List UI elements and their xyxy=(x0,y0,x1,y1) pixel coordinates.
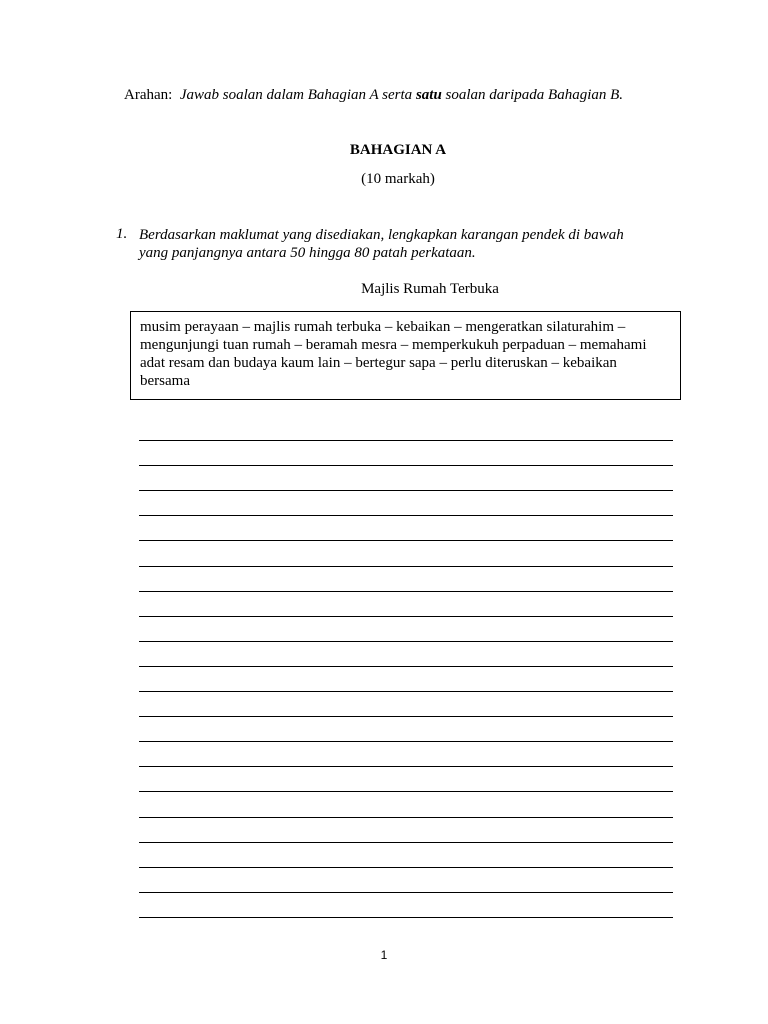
question-number: 1. xyxy=(116,226,128,242)
instructions-part1: Jawab soalan dalam Bahagian A serta xyxy=(179,87,413,103)
clue-box xyxy=(130,311,681,400)
instructions-emphasis: satu xyxy=(415,87,442,103)
clue-line: musim perayaan – majlis rumah terbuka – kebaikan – mengeratkan silaturahim – xyxy=(140,319,626,335)
answer-line[interactable] xyxy=(139,741,673,742)
answer-line[interactable] xyxy=(139,817,673,818)
instructions-part2: soalan daripada Bahagian B. xyxy=(445,87,624,103)
answer-line[interactable] xyxy=(139,791,673,792)
answer-line[interactable] xyxy=(139,691,673,692)
answer-line[interactable] xyxy=(139,766,673,767)
answer-line[interactable] xyxy=(139,440,673,441)
answer-line[interactable] xyxy=(139,641,673,642)
clue-line: bersama xyxy=(140,373,190,389)
instructions-label: Arahan: xyxy=(124,87,173,103)
answer-line[interactable] xyxy=(139,490,673,491)
answer-line[interactable] xyxy=(139,917,673,918)
answer-line[interactable] xyxy=(139,465,673,466)
section-title: BAHAGIAN A xyxy=(349,142,447,158)
answer-line[interactable] xyxy=(139,591,673,592)
answer-line[interactable] xyxy=(139,515,673,516)
answer-line[interactable] xyxy=(139,566,673,567)
section-marks: (10 markah) xyxy=(361,171,435,187)
essay-title: Majlis Rumah Terbuka xyxy=(361,281,499,297)
answer-line[interactable] xyxy=(139,716,673,717)
answer-line[interactable] xyxy=(139,842,673,843)
clue-line: mengunjungi tuan rumah – beramah mesra – memperkukuh perpaduan – memahami xyxy=(140,337,647,353)
clue-line: adat resam dan budaya kaum lain – bertegur sapa – perlu diteruskan – kebaikan xyxy=(140,355,617,371)
question-line: yang panjangnya antara 50 hingga 80 patah perkataan. xyxy=(139,245,476,261)
answer-line[interactable] xyxy=(139,867,673,868)
answer-line[interactable] xyxy=(139,892,673,893)
question-line: Berdasarkan maklumat yang disediakan, lengkapkan karangan pendek di bawah xyxy=(139,227,624,243)
answer-line[interactable] xyxy=(139,666,673,667)
answer-line[interactable] xyxy=(139,616,673,617)
page-number: 1 xyxy=(380,948,388,962)
answer-line[interactable] xyxy=(139,540,673,541)
question-text xyxy=(139,226,679,262)
instructions xyxy=(124,87,623,104)
